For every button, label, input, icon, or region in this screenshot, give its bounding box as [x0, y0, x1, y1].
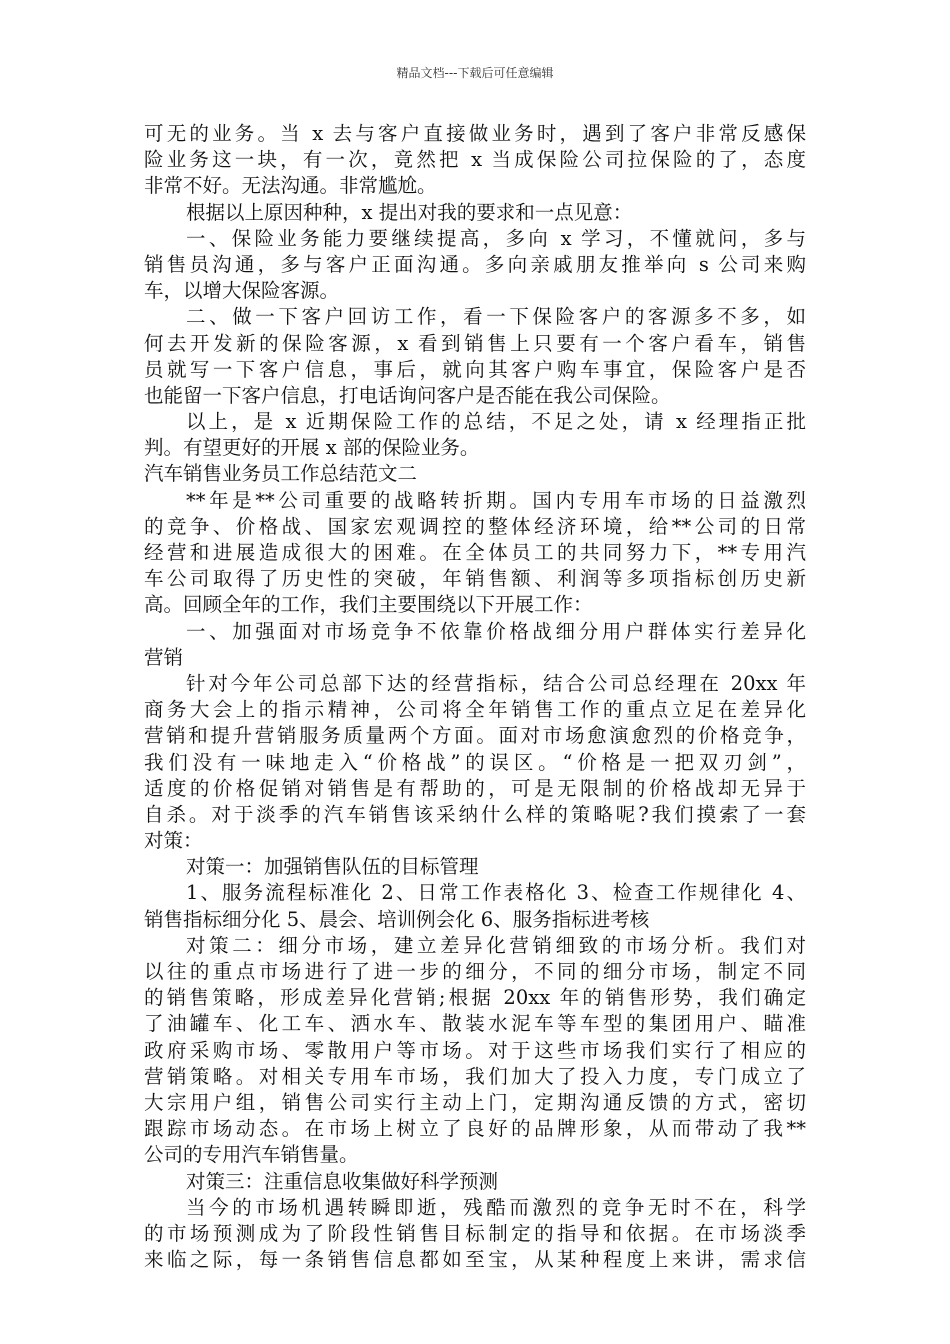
text-line: 员就写一下客户信息，事后，就向其客户购车事宜，保险客户是否 [144, 357, 806, 381]
text-line: 公司的专用汽车销售量。 [144, 1143, 359, 1167]
text-line: 车公司取得了历史性的突破，年销售额、利润等多项指标创历史新 [144, 567, 806, 591]
text-line: 商务大会上的指示精神，公司将全年销售工作的重点立足在差异化 [144, 698, 806, 722]
text-line: 营销 [144, 645, 184, 669]
text-line: 根据以上原因种种，x 提出对我的要求和一点见意： [186, 200, 633, 224]
text-line: 对策一：加强销售队伍的目标管理 [186, 855, 479, 879]
text-line: 自杀。对于淡季的汽车销售该采纳什么样的策略呢?我们摸索了一套 [144, 802, 806, 826]
text-line: 汽车销售业务员工作总结范文二 [144, 462, 418, 486]
text-line: 适度的价格促销对销售是有帮助的，可是无限制的价格战却无异于 [144, 776, 806, 800]
text-line: 的销售策略，形成差异化营销;根据 20xx 年的销售形势，我们确定 [144, 986, 806, 1010]
text-line: 何去开发新的保险客源，x 看到销售上只要有一个客户看车，销售 [144, 331, 806, 355]
text-line: 一、保险业务能力要继续提高，多向 x 学习，不懂就问，多与 [186, 226, 806, 250]
text-line: 二、做一下客户回访工作，看一下保险客户的客源多不多，如 [186, 305, 806, 329]
text-line: 经营和进展造成很大的困难。在全体员工的共同努力下，**专用汽 [144, 541, 806, 564]
text-line: 也能留一下客户信息，打电话询问客户是否能在我公司保险。 [144, 383, 671, 407]
text-line: 以往的重点市场进行了进一步的细分，不同的细分市场，制定不同 [144, 960, 806, 983]
text-line: 可无的业务。当 x 去与客户直接做业务时，遇到了客户非常反感保 [144, 122, 806, 145]
text-line: 一、加强面对市场竞争不依靠价格战细分用户群体实行差异化 [186, 619, 806, 643]
document-body [144, 121, 806, 1273]
text-line: 对策三：注重信息收集做好科学预测 [186, 1169, 499, 1193]
text-line: **年是**公司重要的战略转折期。国内专用车市场的日益激烈 [186, 488, 806, 512]
text-line: 来临之际，每一条销售信息都如至宝，从某种程度上来讲，需求信 [144, 1248, 806, 1272]
text-line: 政府采购市场、零散用户等市场。对于这些市场我们实行了相应的 [144, 1038, 806, 1062]
text-line: 高。回顾全年的工作，我们主要围绕以下开展工作： [144, 593, 593, 617]
text-line: 的竞争、价格战、国家宏观调控的整体经济环境，给**公司的日常 [144, 514, 806, 538]
text-line: 销售员沟通，多与客户正面沟通。多向亲戚朋友推举向 s 公司来购 [144, 252, 806, 276]
page-header: 精品文档---下载后可任意编辑 [396, 66, 554, 80]
text-line: 针对今年公司总部下达的经营指标，结合公司总经理在 20xx 年 [186, 671, 806, 695]
text-line: 非常不好。无法沟通。非常尴尬。 [144, 174, 437, 198]
text-line: 了油罐车、化工车、洒水车、散装水泥车等车型的集团用户、瞄准 [144, 1012, 806, 1036]
text-line: 我们没有一味地走入“价格战”的误区。“价格是一把双刃剑”， [144, 750, 806, 774]
text-line: 销售指标细分化 5、晨会、培训例会化 6、服务指标进考核 [144, 907, 650, 931]
text-line: 险业务这一块，有一次，竟然把 x 当成保险公司拉保险的了，态度 [144, 148, 806, 172]
text-line: 对策： [144, 829, 203, 853]
text-line: 营销策略。对相关专用车市场，我们加大了投入力度，专门成立了 [144, 1064, 806, 1088]
text-line: 大宗用户组，销售公司实行主动上门，定期沟通反馈的方式，密切 [144, 1090, 806, 1114]
text-line: 以上，是 x 近期保险工作的总结，不足之处，请 x 经理指正批 [186, 410, 806, 434]
text-line: 的市场预测成为了阶段性销售目标制定的指导和依据。在市场淡季 [144, 1221, 806, 1245]
text-line: 车，以增大保险客源。 [144, 279, 340, 303]
text-line: 对策二：细分市场，建立差异化营销细致的市场分析。我们对 [186, 933, 806, 957]
text-line: 判。有望更好的开展 x 部的保险业务。 [144, 436, 480, 460]
text-line: 跟踪市场动态。在市场上树立了良好的品牌形象，从而带动了我** [144, 1117, 806, 1141]
text-line: 营销和提升营销服务质量两个方面。面对市场愈演愈烈的价格竞争， [144, 724, 806, 748]
text-line: 当今的市场机遇转瞬即逝，残酷而激烈的竞争无时不在，科学 [186, 1195, 806, 1219]
text-line: 1、服务流程标准化 2、日常工作表格化 3、检查工作规律化 4、 [186, 881, 806, 905]
